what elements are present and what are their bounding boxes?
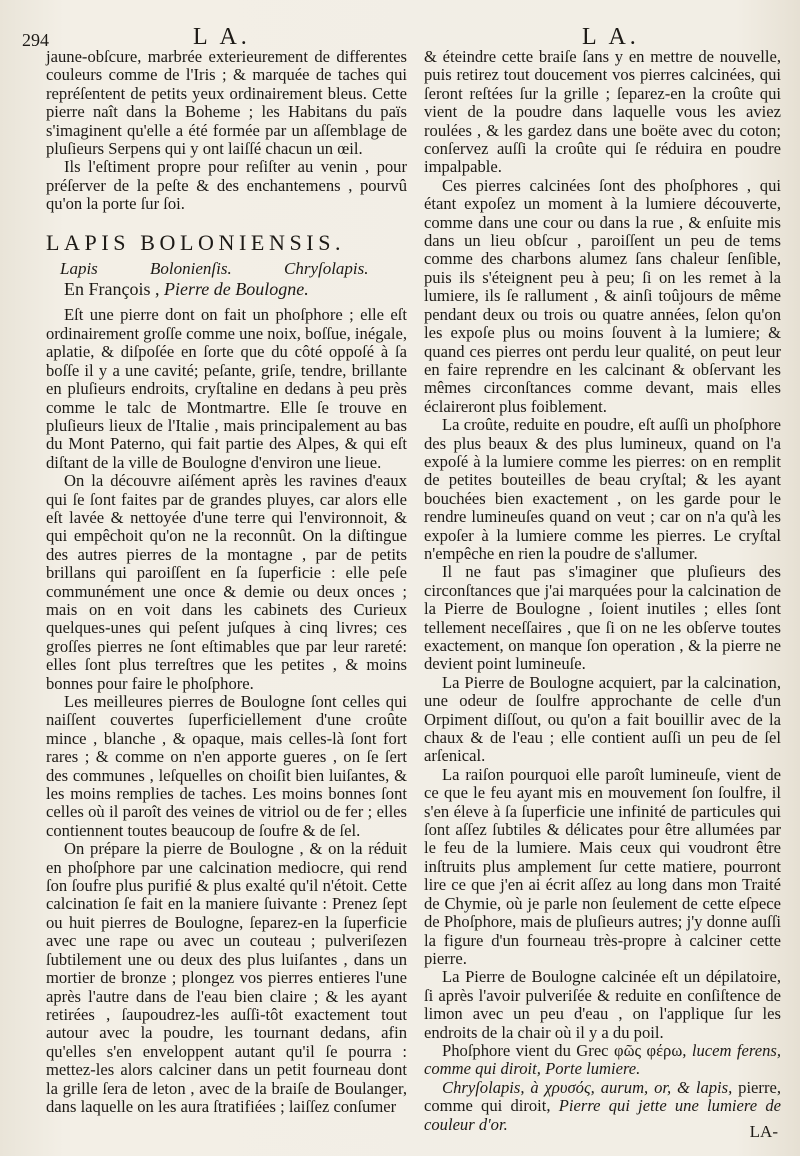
paragraph: On prépare la pierre de Boulogne , & on la réduit en phoſphore par une calcination mediocre, qui rend ſon ſoufre plus purifié & plus exalté qu'il n'étoit. Cette calcination ſe fait en la maniere ſuivante : Prenez ſept ou huit pierres de Boulogne, ſeparez-en la ſuperficie avec une rape ou avec un couteau ; pulveriſezen ſubtilement une ou deux des plus luiſantes , dans un mortier de bronze ; plongez vos pierres entieres l'une après l'autre dans de l'eau bien claire ; & les ayant retirées , ſaupoudrez-les auſſi-tôt exactement tout autour avec la poudre, les tournant dedans, afin qu'elles s'en enveloppent autant qu'il ſe pourra : mettez-les alors calciner dans un petit fourneau dont la grille ſera de leton , avec de la braiſe de Boulanger, dans laquelle on les aura ſtratifiées ; laiſſez conſumer <box>46 839 407 1116</box>
paragraph: Il ne faut pas s'imaginer que pluſieurs des circonſtances que j'ai marquées pour la calcination de la Pierre de Boulogne , ſoient inutiles ; elles ſont tellement neceſſaires , que ſi on ne les obſerve toutes exactement, on manque ſon operation , & la pierre ne devient point lumineuſe. <box>424 562 781 674</box>
paragraph: La croûte, reduite en poudre, eſt auſſi un phoſphore des plus beaux & des plus lumineux, quand on l'a expoſé à la lumiere comme les pierres: on en remplit de petites bouteilles de beau cryſtal; & les ayant bouchées bien exactement , on les garde pour le rendre lumineuſes quand on veut ; car on n'a qu'à les expoſer à la lumiere comme les pierres. Le cryſtal n'empêche en rien la poudre de s'allumer. <box>424 415 781 563</box>
paragraph: jaune-obſcure, marbrée exterieurement de differentes couleurs comme de l'Iris ; & marquée de taches qui repréſentent de petits yeux ordinairement bleus. Cette pierre naît dans la Boheme ; les Habitans du païs s'imaginent qu'elle a été formée par un aſſemblage de pluſieurs Serpens qui y ont laiſſé chacun un œil. <box>46 47 407 159</box>
paragraph: Ces pierres calcinées ſont des phoſphores , qui étant expoſez un moment à la lumiere découverte, comme dans une cour ou dans la rue , & enſuite mis dans un lieu obſcur , paroiſſent un peu de tems comme des charbons alumez ſans chaleur ſenſible, puis ils s'éteignent peu à peu; ſi on les remet à la lumiere, ils ſe rallument , & ainſi toûjours de même pendant deux ou trois ou quatre années, ſelon qu'on les expoſe plus ou moins ſouvent à la lumiere; & quand ces pierres ont perdu leur qualité, on peut leur en faire reprendre en les calcinant & obſervant les mêmes circonſtances comme devant, mais elles éclaireront plus foiblement. <box>424 175 781 416</box>
paragraph: & éteindre cette braiſe ſans y en mettre de nouvelle, puis retirez tout doucement vos pierres calcinées, qui ſeront reſtées ſur la grille ; ſeparez-en la croûte qui vient de la poudre dans laquelle vous les aviez roulées , & les gardez dans une boëte avec du coton; conſervez auſſi la croûte qui ſe réduira en poudre impalpable. <box>424 47 781 177</box>
text: pierre, comme qui diroit, <box>424 1077 781 1116</box>
text: Phoſphore vient du Grec <box>442 1040 609 1060</box>
text: Chryſolapis, à χρυσός, aurum, or, & lapis, <box>442 1077 733 1097</box>
latin-name: Chryſolapis. <box>283 258 369 278</box>
running-head-left: L A. <box>193 24 251 50</box>
greek-text: φῶς φέρω <box>614 1040 683 1060</box>
catchword: LA- <box>749 1122 778 1141</box>
paragraph: La Pierre de Boulogne calcinée eſt un dépilatoire, ſi après l'avoir pulveriſée & reduite en conſiſtence de limon avec un peu d'eau , on l'applique ſur les endroits de la chair où il y a du poil. <box>424 967 781 1042</box>
text: , lucem ferens, comme qui diroit, <box>424 1040 781 1079</box>
french-name-italic: Pierre de Boulogne. <box>163 279 309 300</box>
left-column <box>46 48 407 1116</box>
paragraph <box>424 1042 781 1079</box>
right-column <box>424 48 781 1134</box>
section-title: LAPIS BOLONIENSIS. <box>46 229 346 255</box>
latin-names <box>60 260 407 278</box>
paragraph: Les meilleures pierres de Boulogne ſont celles qui naiſſent couvertes ſuperficiellement d'une croûte mince , blanche , & opaque, mais celles-là ſont fort rares ; & comme on n'en apporte gueres , on ſe ſert des communes , leſquelles on choiſit bien luiſantes, & les moins remplies de taches. Les moins bonnes ſont celles où il paroît des veines de vitriol ou de fer ; elles contiennent toutes beaucoup de ſoufre & de ſel. <box>46 692 407 840</box>
page-number: 294 <box>22 30 49 50</box>
text: Porte lumiere. <box>545 1059 641 1079</box>
paragraph: On la découvre aiſément après les ravines d'eaux qui ſe ſont faites par de grandes pluyes, car alors elle eſt lavée & nettoyée d'une terre qui l'environnoit, & qui empêchoit qu'on ne la reconnût. On la diſtingue des autres pierres de la montagne , par de petits brillans qui paroiſſent en ſa ſuperficie : elle peſe communément une once & demie ou deux onces ; mais on en voit dans les cabinets des Curieux quelques-unes qui peſent juſques à cinq livres; ces groſſes pierres ne ſont eſtimables que par leur rareté: elles ſont plus terreſtres que les petites , & moins bonnes pour faire le phoſphore. <box>46 471 407 693</box>
french-prefix: En François , <box>64 279 160 300</box>
paragraph <box>424 1079 781 1134</box>
running-head-right: L A. <box>582 24 640 50</box>
text: Pierre qui jette une lumiere de couleur d'or. <box>424 1096 781 1134</box>
paragraph: Eſt une pierre dont on fait un phoſphore ; elle eſt ordinairement groſſe comme une noix, boſſue, inégale, aplatie, & diſpoſée en ſorte que du côté oppoſé à ſa boſſe il y a une cavité; peſante, griſe, tendre, brillante en pluſieurs endroits, cryſtaline en dedans à peu près comme le talc de Montmartre. Elle ſe trouve en pluſieurs lieux de l'Italie , mais principalement au bas du Mont Paterno, qui fait partie des Alpes, & qui eſt diſtant de la ville de Boulogne d'environ une lieue. <box>46 305 407 472</box>
paragraph: La Pierre de Boulogne acquiert, par la calcination, une odeur de ſoulfre approchante de celle d'un Orpiment diſſout, ou qu'on a fait bouillir avec de la chaux & de l'eau ; elle contient auſſi un peu de ſel arſenical. <box>424 672 781 766</box>
paragraph: Ils l'eſtiment propre pour reſiſter au venin , pour préſerver de la peſte & des enchantemens , pourvû qu'on la porte ſur ſoi. <box>46 157 407 214</box>
paragraph: La raiſon pourquoi elle paroît lumineuſe, vient de ce que le feu ayant mis en mouvement ſon ſoulfre, il s'en éleve à ſa ſuperficie une infinité de particules qui ſont aſſez ſubtiles & délicates pour être allumées par le feu de la lumiere. Mais ceux qui voudront être inſtruits plus amplement ſur cette matiere, pourront lire ce que j'en ai écrit aſſez au long dans mon Traité de Chymie, où je parle non ſeulement de cette eſpece de Phoſphore, mais de pluſieurs autres; j'y donne auſſi la figure d'un fourneau très-propre à calciner cette pierre. <box>424 764 781 968</box>
latin-name: Lapis Bolonienſis. <box>60 258 232 278</box>
french-name <box>64 280 407 298</box>
